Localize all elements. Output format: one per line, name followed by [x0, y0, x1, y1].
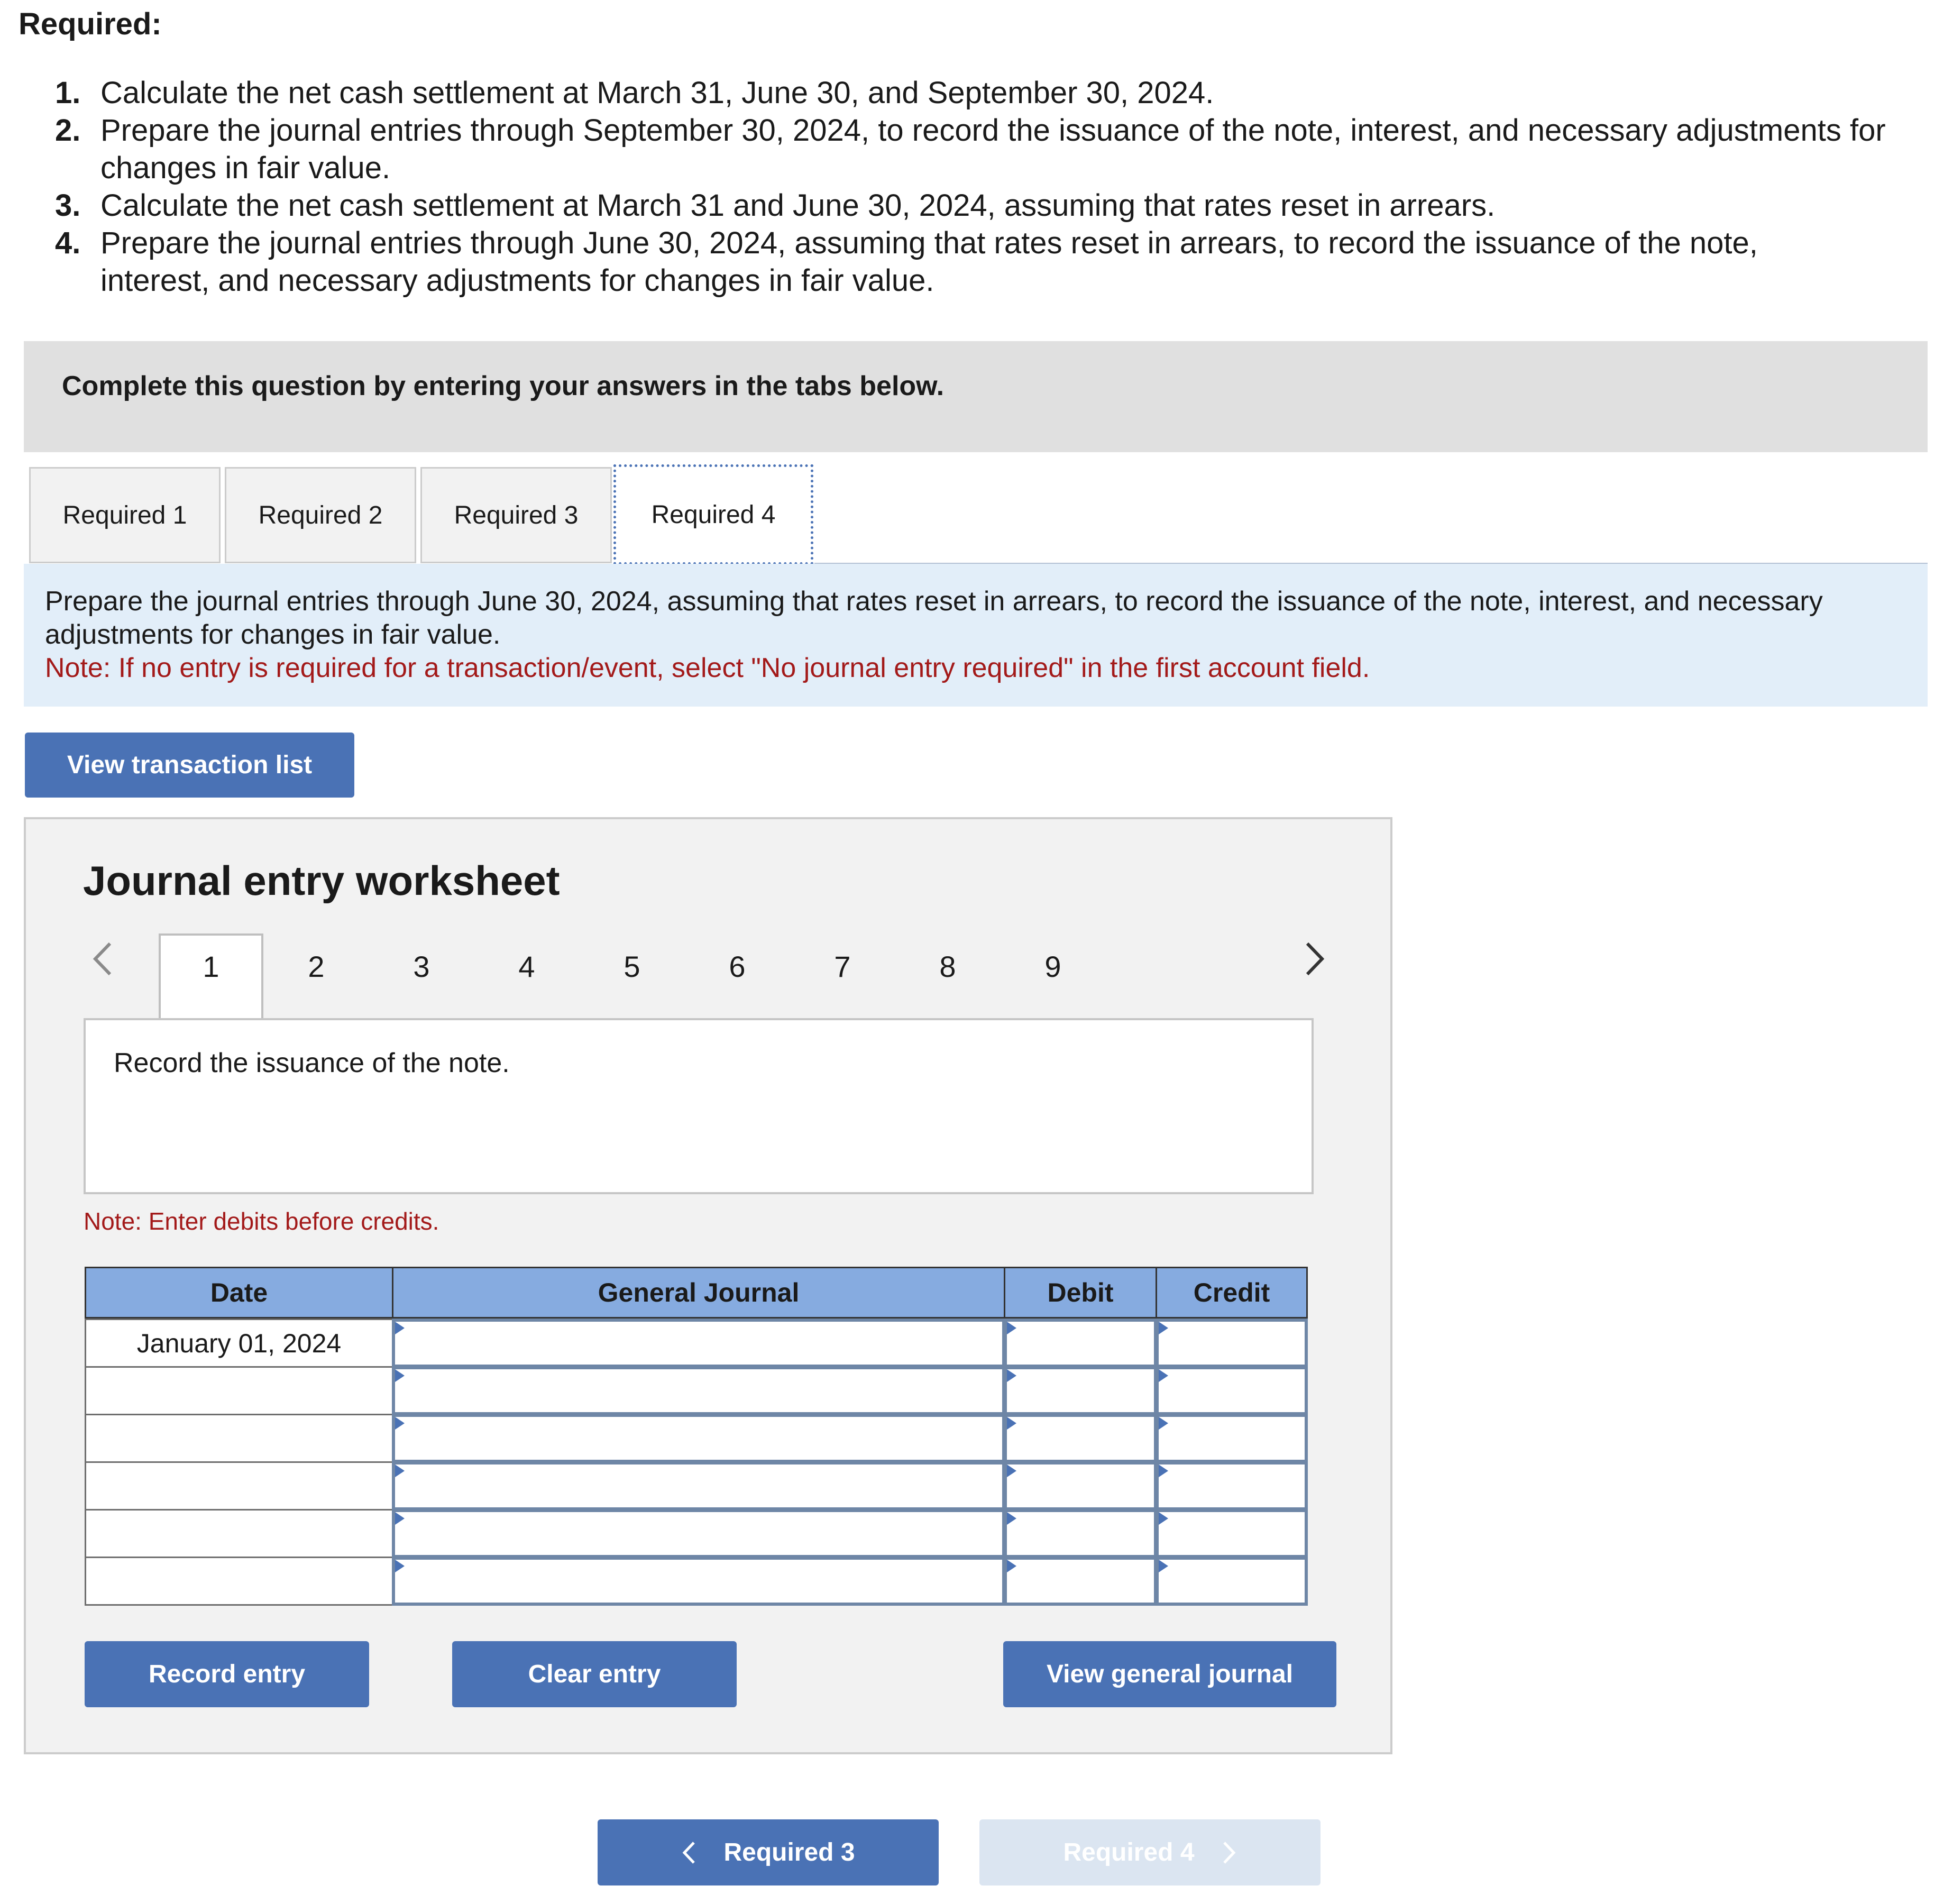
- account-input[interactable]: [392, 1319, 1005, 1368]
- credit-input[interactable]: [1156, 1461, 1308, 1511]
- dropdown-marker-icon: [1159, 1417, 1168, 1430]
- account-input[interactable]: [392, 1414, 1005, 1463]
- entry-description-box: [84, 1018, 1314, 1194]
- credit-input[interactable]: [1156, 1366, 1308, 1415]
- step-4[interactable]: 4: [518, 950, 535, 983]
- dropdown-marker-icon: [1159, 1512, 1168, 1525]
- info-instruction: Prepare the journal entries through June 30, 2024, assuming that rates reset in arrears, to record the issuance of the note, interest, and necessary adjustments for changes in fair value.: [45, 586, 1823, 650]
- next-step-arrow[interactable]: [1302, 939, 1327, 987]
- record-entry-button[interactable]: Record entry: [85, 1641, 369, 1707]
- next-required-button[interactable]: [979, 1819, 1321, 1885]
- step-6[interactable]: 6: [729, 950, 746, 983]
- account-input[interactable]: [392, 1509, 1005, 1558]
- item-number: 4.: [55, 226, 81, 260]
- date-cell: [85, 1509, 393, 1558]
- step-5[interactable]: 5: [624, 950, 640, 983]
- dropdown-marker-icon: [1159, 1322, 1168, 1334]
- dropdown-marker-icon: [1007, 1560, 1016, 1572]
- info-text-block: [45, 585, 1906, 685]
- prev-required-label: Required 3: [723, 1838, 855, 1866]
- item-text: Calculate the net cash settlement at March 31, June 30, and September 30, 2024.: [100, 76, 1214, 110]
- step-8[interactable]: 8: [939, 950, 956, 983]
- required-item-1: [0, 74, 1953, 112]
- step-2[interactable]: 2: [308, 950, 325, 983]
- account-input[interactable]: [392, 1366, 1005, 1415]
- date-cell: [85, 1557, 393, 1606]
- tab-required-3[interactable]: Required 3: [420, 467, 612, 563]
- dropdown-marker-icon: [395, 1464, 405, 1477]
- item-number: 3.: [55, 188, 81, 223]
- dropdown-marker-icon: [395, 1560, 405, 1572]
- next-required-label: Required 4: [1063, 1838, 1195, 1866]
- dropdown-marker-icon: [1159, 1464, 1168, 1477]
- debit-input[interactable]: [1004, 1461, 1157, 1511]
- debit-input[interactable]: [1004, 1414, 1157, 1463]
- credit-input[interactable]: [1156, 1319, 1308, 1368]
- step-7[interactable]: 7: [834, 950, 851, 983]
- tab-required-4[interactable]: Required 4: [613, 464, 813, 565]
- instruction-text: Complete this question by entering your answers in the tabs below.: [62, 371, 945, 401]
- dropdown-marker-icon: [1007, 1322, 1016, 1334]
- tab-required-2[interactable]: Required 2: [225, 467, 416, 563]
- dropdown-marker-icon: [395, 1322, 405, 1334]
- dropdown-marker-icon: [1007, 1369, 1016, 1382]
- debit-input[interactable]: [1004, 1557, 1157, 1606]
- dropdown-marker-icon: [1007, 1464, 1016, 1477]
- chevron-right-icon: [1302, 940, 1327, 977]
- view-transaction-list-button[interactable]: View transaction list: [25, 733, 354, 798]
- step-1[interactable]: 1: [203, 950, 219, 983]
- credit-input[interactable]: [1156, 1414, 1308, 1463]
- worksheet-title: Journal entry worksheet: [83, 857, 560, 904]
- item-text: Calculate the net cash settlement at March 31 and June 30, 2024, assuming that rates reset in arrears.: [100, 188, 1496, 223]
- required-heading: Required:: [19, 7, 162, 41]
- date-cell: January 01, 2024: [85, 1319, 393, 1368]
- item-text: Prepare the journal entries through September 30, 2024, to record the issuance of the note, interest, and necessary adjustments for changes in fair value.: [100, 113, 1886, 185]
- item-text: Prepare the journal entries through June 30, 2024, assuming that rates reset in arrears, to record the issuance of the note, interest, and necessary adjustments for changes in fair value.: [100, 226, 1758, 298]
- chevron-right-icon: [1221, 1839, 1237, 1866]
- view-general-journal-button[interactable]: View general journal: [1003, 1641, 1336, 1707]
- required-item-2: [0, 112, 1936, 187]
- debit-header: Debit: [1004, 1267, 1157, 1319]
- dropdown-marker-icon: [395, 1512, 405, 1525]
- step-3[interactable]: 3: [413, 950, 430, 983]
- clear-entry-button[interactable]: Clear entry: [452, 1641, 737, 1707]
- credit-header: Credit: [1156, 1267, 1308, 1319]
- date-cell: [85, 1414, 393, 1463]
- dropdown-marker-icon: [395, 1369, 405, 1382]
- account-input[interactable]: [392, 1557, 1005, 1606]
- dropdown-marker-icon: [1159, 1560, 1168, 1572]
- date-cell: [85, 1366, 393, 1415]
- entry-description: Record the issuance of the note.: [114, 1048, 510, 1078]
- date-cell: [85, 1461, 393, 1511]
- prev-step-arrow[interactable]: [90, 939, 115, 987]
- required-item-4: [0, 224, 1862, 299]
- info-note: Note: If no entry is required for a transaction/event, select "No journal entry required" in the first account field.: [45, 653, 1370, 683]
- dropdown-marker-icon: [1007, 1417, 1016, 1430]
- dropdown-marker-icon: [1159, 1369, 1168, 1382]
- prev-required-button[interactable]: [598, 1819, 939, 1885]
- chevron-left-icon: [681, 1839, 697, 1866]
- debit-input[interactable]: [1004, 1366, 1157, 1415]
- credit-input[interactable]: [1156, 1509, 1308, 1558]
- credit-input[interactable]: [1156, 1557, 1308, 1606]
- required-item-3: [0, 187, 1953, 224]
- tab-required-1[interactable]: Required 1: [29, 467, 221, 563]
- debit-input[interactable]: [1004, 1509, 1157, 1558]
- account-input[interactable]: [392, 1461, 1005, 1511]
- debit-credit-note: Note: Enter debits before credits.: [84, 1207, 439, 1235]
- journal-table: [85, 1267, 1306, 1605]
- required-list: [0, 74, 1953, 299]
- dropdown-marker-icon: [1007, 1512, 1016, 1525]
- step-9[interactable]: 9: [1044, 950, 1061, 983]
- general-journal-header: General Journal: [392, 1267, 1005, 1319]
- item-number: 2.: [55, 113, 81, 148]
- debit-input[interactable]: [1004, 1319, 1157, 1368]
- chevron-left-icon: [90, 940, 115, 977]
- item-number: 1.: [55, 76, 81, 110]
- date-header: Date: [85, 1267, 393, 1319]
- dropdown-marker-icon: [395, 1417, 405, 1430]
